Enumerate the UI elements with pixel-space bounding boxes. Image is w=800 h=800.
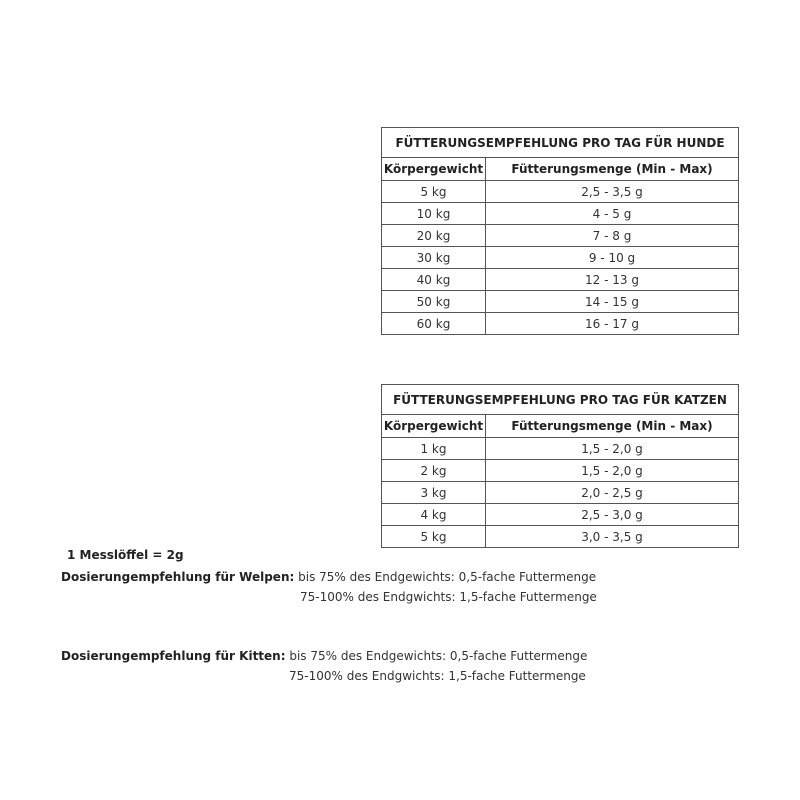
cat-col-weight-header: Körpergewicht xyxy=(382,415,486,438)
cat-col-amount-header: Fütterungsmenge (Min - Max) xyxy=(486,415,739,438)
amount-cell: 2,5 - 3,0 g xyxy=(486,504,739,526)
table-row xyxy=(382,460,739,482)
weight-cell: 30 kg xyxy=(382,247,486,269)
table-row xyxy=(382,181,739,203)
dog-col-amount-header: Fütterungsmenge (Min - Max) xyxy=(486,158,739,181)
weight-cell: 4 kg xyxy=(382,504,486,526)
amount-cell: 1,5 - 2,0 g xyxy=(486,438,739,460)
weight-cell: 60 kg xyxy=(382,313,486,335)
weight-cell: 2 kg xyxy=(382,460,486,482)
weight-cell: 1 kg xyxy=(382,438,486,460)
dog-col-weight-header: Körpergewicht xyxy=(382,158,486,181)
kitten-dosage-text-1: bis 75% des Endgewichts: 0,5-fache Futtermenge xyxy=(285,649,588,663)
kitten-dosage-line-1 xyxy=(61,649,587,663)
weight-cell: 5 kg xyxy=(382,526,486,548)
amount-cell: 16 - 17 g xyxy=(486,313,739,335)
amount-cell: 1,5 - 2,0 g xyxy=(486,460,739,482)
table-row xyxy=(382,269,739,291)
table-row xyxy=(382,313,739,335)
amount-cell: 4 - 5 g xyxy=(486,203,739,225)
amount-cell: 3,0 - 3,5 g xyxy=(486,526,739,548)
weight-cell: 40 kg xyxy=(382,269,486,291)
weight-cell: 3 kg xyxy=(382,482,486,504)
table-row xyxy=(382,291,739,313)
table-row xyxy=(382,482,739,504)
puppy-dosage-text-1: bis 75% des Endgewichts: 0,5-fache Futtermenge xyxy=(294,570,597,584)
table-row xyxy=(382,504,739,526)
puppy-dosage-line-1 xyxy=(61,570,596,584)
amount-cell: 14 - 15 g xyxy=(486,291,739,313)
dog-table-title: FÜTTERUNGSEMPFEHLUNG PRO TAG FÜR HUNDE xyxy=(382,128,739,158)
amount-cell: 7 - 8 g xyxy=(486,225,739,247)
amount-cell: 2,0 - 2,5 g xyxy=(486,482,739,504)
puppy-dosage-label: Dosierungempfehlung für Welpen: xyxy=(61,570,295,584)
table-row xyxy=(382,438,739,460)
scoop-note: 1 Messlöffel = 2g xyxy=(67,548,184,562)
table-row xyxy=(382,526,739,548)
amount-cell: 9 - 10 g xyxy=(486,247,739,269)
table-row xyxy=(382,203,739,225)
amount-cell: 12 - 13 g xyxy=(486,269,739,291)
table-row xyxy=(382,247,739,269)
weight-cell: 5 kg xyxy=(382,181,486,203)
cat-feeding-table xyxy=(381,384,739,548)
amount-cell: 2,5 - 3,5 g xyxy=(486,181,739,203)
weight-cell: 20 kg xyxy=(382,225,486,247)
puppy-dosage-text-2: 75-100% des Endgwichts: 1,5-fache Futtermenge xyxy=(300,590,597,604)
dog-feeding-table xyxy=(381,127,739,335)
weight-cell: 10 kg xyxy=(382,203,486,225)
kitten-dosage-text-2: 75-100% des Endgwichts: 1,5-fache Futtermenge xyxy=(289,669,586,683)
weight-cell: 50 kg xyxy=(382,291,486,313)
cat-table-title: FÜTTERUNGSEMPFEHLUNG PRO TAG FÜR KATZEN xyxy=(382,385,739,415)
kitten-dosage-label: Dosierungempfehlung für Kitten: xyxy=(61,649,286,663)
table-row xyxy=(382,225,739,247)
